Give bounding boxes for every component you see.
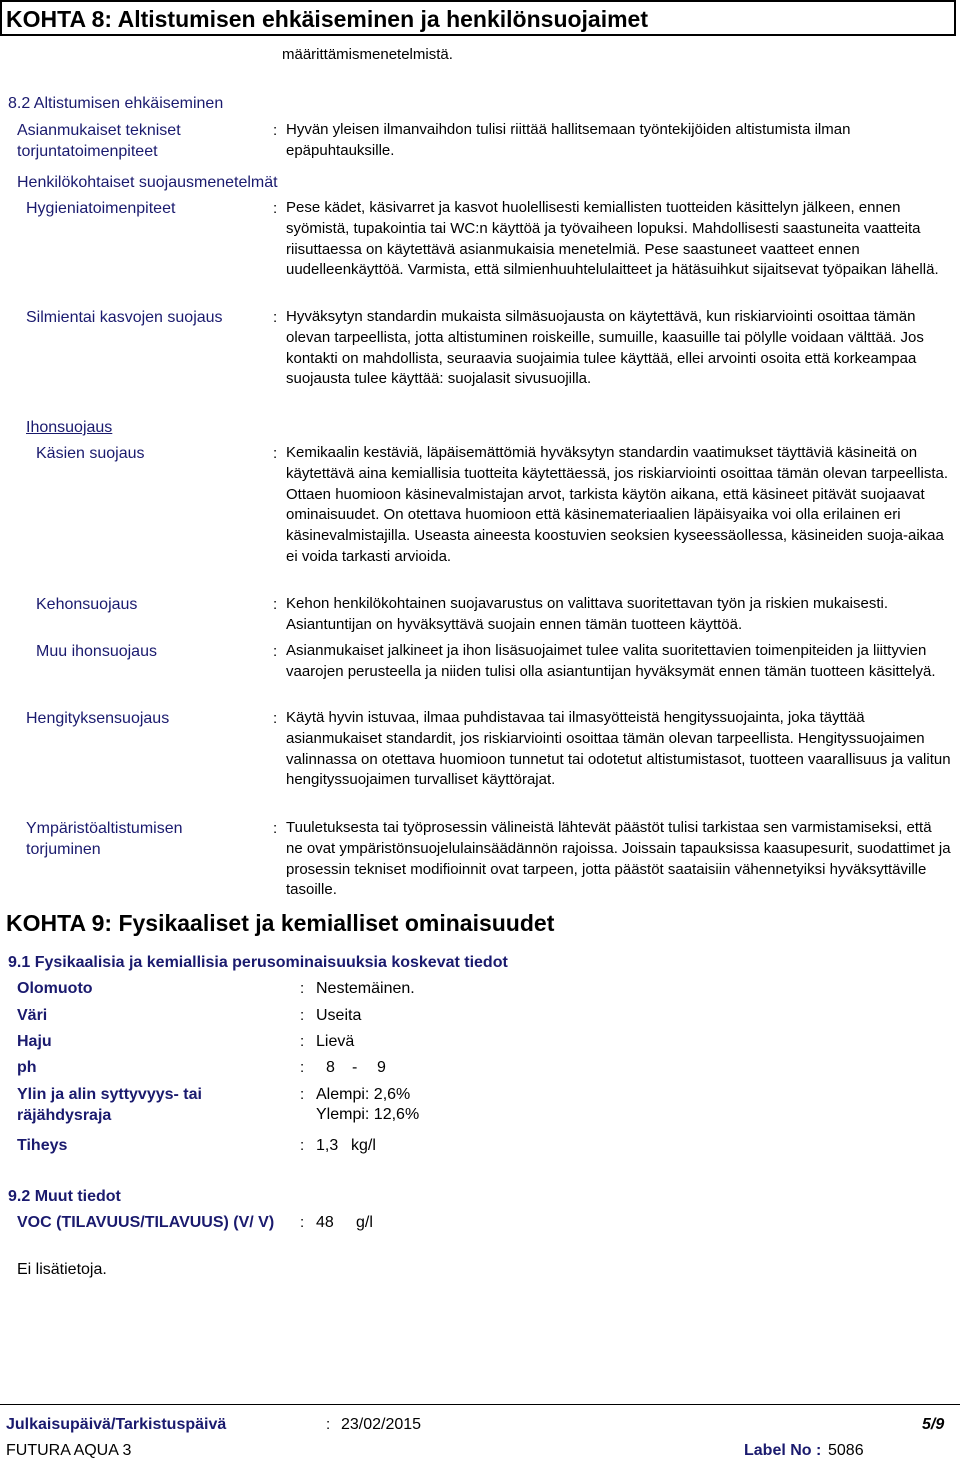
page-number: 5/9 xyxy=(922,1416,945,1433)
label-no-label: Label No : xyxy=(744,1442,822,1459)
footer-date-label: Julkaisupäivä/Tarkistuspäivä xyxy=(6,1416,227,1433)
hands-value: Kemikaalin kestäviä, läpäisemättömiä hyväksytyn standardin vaatimukset täyttäviä käsineitä on käytettävä aina kemiallisia tuotteita käytettäessä, jos riskiarviointi osoittaa tämän olevan tarpeellista. Ottaen huomioon käsinevalmistajan arvot, tarkista käytön aikana, että käsineet pitävät suojaavat ominaisuudet. On otettava huomioon että käsinemateriaalien läpäisyaika voi olla erilainen eri käsinevalmistajilla. Useasta aineesta koostuvien seoksien kyseessäollessa, käsineiden suoja-aikaa ei voida tarkasti arvioida. xyxy=(286,444,948,565)
engineering-label: Asianmukaiset tekniset torjuntatoimenpiteet xyxy=(17,122,181,160)
ppe-heading: Henkilökohtaiset suojausmenetelmät xyxy=(17,174,278,191)
footer-date: 23/02/2015 xyxy=(341,1416,422,1433)
odor-label: Haju xyxy=(17,1033,52,1050)
flammability-upper: Ylempi: 12,6% xyxy=(316,1106,420,1123)
continued-text: määrittämismenetelmistä. xyxy=(282,46,453,63)
respiratory-label: Hengityksensuojaus xyxy=(26,710,170,727)
ph-dash: - xyxy=(352,1059,358,1076)
color-label: Väri xyxy=(17,1007,48,1024)
environment-label: Ympäristöaltistumisen torjuminen xyxy=(26,820,183,858)
state-value: Nestemäinen. xyxy=(316,980,415,997)
other-skin-label: Muu ihonsuojaus xyxy=(36,643,157,660)
density-value: 1,3 xyxy=(316,1137,339,1154)
engineering-value: Hyvän yleisen ilmanvaihdon tulisi riittää hallitsemaan työntekijöiden altistumista ilman epäpuhtauksille. xyxy=(286,121,851,159)
odor-value: Lievä xyxy=(316,1033,355,1050)
section82-heading: 8.2 Altistumisen ehkäiseminen xyxy=(8,95,224,112)
voc-label: VOC (TILAVUUS/TILAVUUS) (V/ V) xyxy=(17,1214,275,1231)
section8-title: KOHTA 8: Altistumisen ehkäiseminen ja henkilönsuojaimet xyxy=(6,6,649,32)
colon: : xyxy=(300,1137,305,1154)
no-info-text: Ei lisätietoja. xyxy=(17,1261,107,1278)
ph-label: ph xyxy=(17,1059,37,1076)
colon: : xyxy=(300,1214,305,1231)
colon: : xyxy=(273,710,278,727)
environment-value: Tuuletuksesta tai työprosessin välineistä lähtevät päästöt tulisi tarkistaa sen varmistamiseksi, että ne ovat ympäristönsuojelulainsäädännön rajoissa. Joissain tapauksissa kaasupesurit, suodattimet ja prosessin tekniset modifioinnit ovat tarpeen, jotta päästöt saataisiin vähennetyiksi hyväksyttäville tasoille. xyxy=(286,819,951,899)
colon: : xyxy=(300,980,305,997)
colon: : xyxy=(273,445,278,462)
color-value: Useita xyxy=(316,1007,362,1024)
eyes-label: Silmientai kasvojen suojaus xyxy=(26,309,223,326)
flammability-label: Ylin ja alin syttyvyys- tai räjähdysraja xyxy=(17,1086,202,1124)
colon: : xyxy=(300,1086,305,1103)
respiratory-value: Käytä hyvin istuvaa, ilmaa puhdistavaa tai ilmasyötteistä hengityssuojainta, joka täyttää asianmukaiset standardit, jos riskiarviointi osoittaa tämän olevan tarpeellista. Hengityssuojaimen valinnassa on otettava huomioon tunnetut tai odotetut altistumistasot, tuotteen vaarallisuus ja valitun hengityssuojaimen turvalliset käyttörajat. xyxy=(286,709,951,789)
density-label: Tiheys xyxy=(17,1137,68,1154)
colon: : xyxy=(273,200,278,217)
hygiene-value: Pese kädet, käsivarret ja kasvot huolellisesti kemiallisten tuotteiden käsittelyn jälkeen, ennen syömistä, tupakointia tai WC:n käyttöä ja työvaiheen lopuksi. Mahdollisesti saastuneita vaatteita riisuttaessa on käytettävä asianmukaisia menetelmiä. Pese saastuneet vaatteet ennen uudelleenkäyttöä. Varmista, että silmienhuuhtelulaitteet ja hätäsuihkut sijaitsevat työpaikan lähellä. xyxy=(286,199,939,279)
eyes-value: Hyväksytyn standardin mukaista silmäsuojausta on käytettävä, kun riskiarviointi osoittaa tämän olevan tarpeellista, jotta altistuminen roiskeille, sumuille, kaasuille tai pölylle voidaan välttää. Jos kontakti on mahdollista, seuraavia suojaimia tulee käyttää, ellei arvointi osoita että korkeampaa suojausta tulee käyttää: suojalasit sivusuojilla. xyxy=(286,308,924,388)
label-no-value: 5086 xyxy=(828,1442,864,1459)
other-skin-value: Asianmukaiset jalkineet ja ihon lisäsuojaimet tulee valita suoritettavien toimenpiteiden ja liittyvien vaarojen perusteella ja niiden tulisi olla asiantuntijan hyväksymät ennen tämän tuotteen käsittelyä. xyxy=(286,642,936,680)
colon: : xyxy=(273,309,278,326)
footer-divider xyxy=(0,1404,960,1405)
state-label: Olomuoto xyxy=(17,980,93,997)
density-unit: kg/l xyxy=(351,1137,376,1154)
skin-heading: Ihonsuojaus xyxy=(26,419,113,436)
colon: : xyxy=(273,122,278,139)
colon: : xyxy=(300,1007,305,1024)
hygiene-label: Hygieniatoimenpiteet xyxy=(26,200,176,217)
colon: : xyxy=(273,820,278,837)
voc-value: 48 xyxy=(316,1214,334,1231)
colon: : xyxy=(300,1033,305,1050)
section9-title: KOHTA 9: Fysikaaliset ja kemialliset ominaisuudet xyxy=(6,910,555,936)
colon: : xyxy=(273,596,278,613)
colon: : xyxy=(326,1416,331,1433)
product-name: FUTURA AQUA 3 xyxy=(6,1442,132,1459)
body-label: Kehonsuojaus xyxy=(36,596,138,613)
section91-heading: 9.1 Fysikaalisia ja kemiallisia perusominaisuuksia koskevat tiedot xyxy=(8,954,508,971)
colon: : xyxy=(300,1059,305,1076)
section92-heading: 9.2 Muut tiedot xyxy=(8,1188,121,1205)
body-value: Kehon henkilökohtainen suojavarustus on valittava suoritettavan työn ja riskien mukaisesti. Asiantuntijan on hyväksyttävä suojain ennen tämän tuotteen käyttöä. xyxy=(286,595,889,633)
hands-label: Käsien suojaus xyxy=(36,445,145,462)
ph-low: 8 xyxy=(326,1059,335,1076)
colon: : xyxy=(273,643,278,660)
flammability-lower: Alempi: 2,6% xyxy=(316,1086,411,1103)
ph-high: 9 xyxy=(377,1059,386,1076)
voc-unit: g/l xyxy=(356,1214,373,1231)
